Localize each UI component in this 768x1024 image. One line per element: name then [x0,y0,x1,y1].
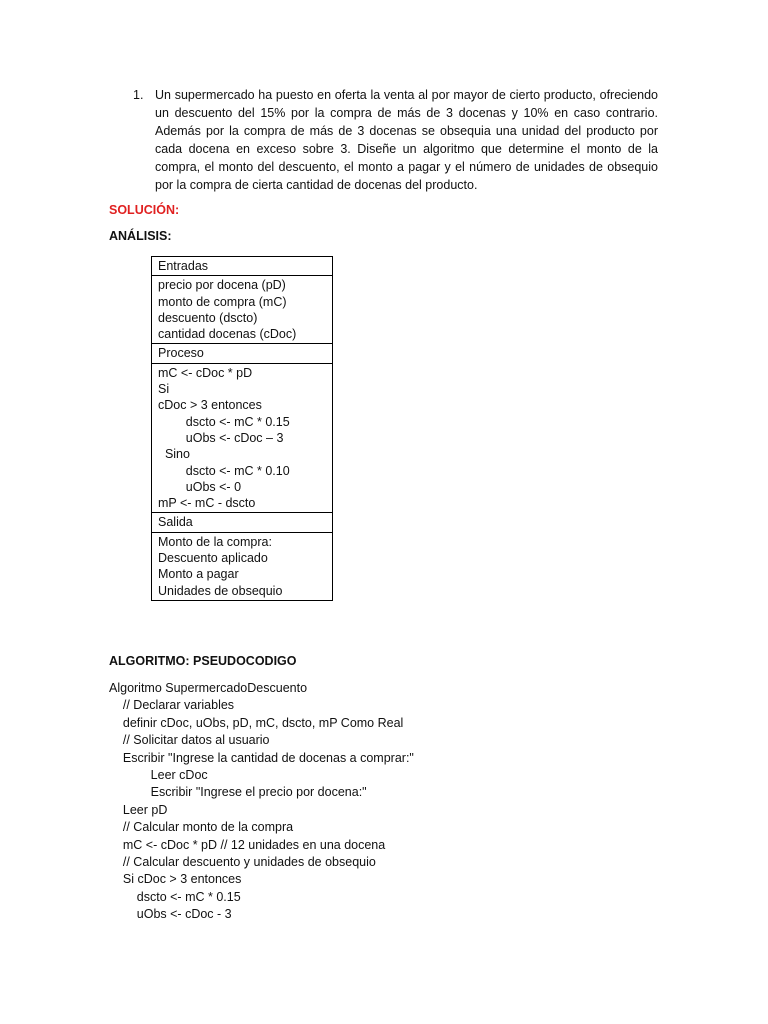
process-line: mC <- cDoc * pD [158,365,253,380]
code-line: // Calcular monto de la compra [109,820,294,835]
code-line: uObs <- cDoc - 3 [109,907,232,922]
algorithm-heading: ALGORITMO: PSEUDOCODIGO [109,654,297,668]
code-line: definir cDoc, uObs, pD, mC, dscto, mP Como Real [109,715,404,730]
inputs-cell [152,276,333,344]
output-item: Monto a pagar [158,567,239,582]
input-item: cantidad docenas (cDoc) [158,327,297,342]
inputs-header: Entradas [152,257,333,276]
code-line: Si cDoc > 3 entonces [109,872,242,887]
input-item: monto de compra (mC) [158,294,287,309]
problem-number: 1. [133,88,144,102]
code-line: // Solicitar datos al usuario [109,733,270,748]
process-line: mP <- mC - dscto [158,496,256,511]
process-header: Proceso [152,344,333,363]
input-item: precio por docena (pD) [158,278,286,293]
code-line: Algoritmo SupermercadoDescuento [109,681,308,695]
process-line: uObs <- 0 [158,479,242,494]
code-line: Escribir "Ingrese la cantidad de docenas a comprar:" [109,750,414,765]
outputs-cell [152,532,333,600]
process-line: Si [158,382,170,397]
problem-statement [133,86,658,194]
code-line: Leer pD [109,802,168,817]
input-item: descuento (dscto) [158,310,258,325]
process-cell [152,363,333,513]
analysis-heading: ANÁLISIS: [109,229,172,243]
code-line: Escribir "Ingrese el precio por docena:" [109,785,367,800]
analysis-table [151,256,333,601]
code-line: // Calcular descuento y unidades de obsequio [109,855,376,870]
output-header: Salida [152,513,333,532]
problem-text: Un supermercado ha puesto en oferta la venta al por mayor de cierto producto, ofreciendo un descuento del 15% por la compra de más de 3 docenas y 10% en caso contrario. Además por la compra de más de 3 docenas se obsequia una unidad del producto por cada docena en exceso sobre 3. Diseñe un algoritmo que determine el monto de la compra, el monto del descuento, el monto a pagar y el número de unidades de obsequio por la compra de cierta cantidad de docenas del producto. [155,88,658,192]
code-line: dscto <- mC * 0.15 [109,889,241,904]
process-line: dscto <- mC * 0.10 [158,463,290,478]
process-line: uObs <- cDoc – 3 [158,430,284,445]
output-item: Descuento aplicado [158,551,268,566]
process-line: Sino [158,447,190,462]
output-item: Monto de la compra: [158,534,272,549]
process-line: cDoc > 3 entonces [158,398,262,413]
process-line: dscto <- mC * 0.15 [158,414,290,429]
code-line: // Declarar variables [109,698,235,713]
code-line: Leer cDoc [109,768,208,783]
output-item: Unidades de obsequio [158,583,283,598]
code-line: mC <- cDoc * pD // 12 unidades en una docena [109,837,386,852]
pseudocode-block [109,680,414,924]
solution-heading: SOLUCIÓN: [109,203,180,217]
